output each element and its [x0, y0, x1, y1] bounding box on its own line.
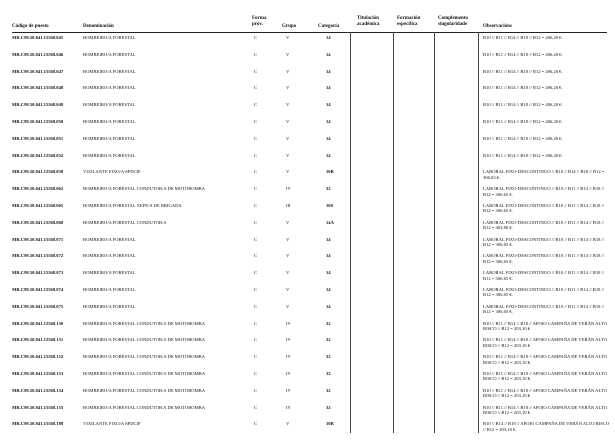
cell-code: MR.C99.50.041.15568.049: [12, 102, 64, 108]
cell-forma-prov: C: [254, 219, 258, 225]
cell-grupo: V: [286, 85, 290, 91]
cell-code: MR.C99.50.041.15568.151: [12, 337, 64, 343]
cell-denominacion: BOMBEIRO/A FORESTAL CONDUTOR/A DE MOTOBOMBA: [83, 186, 206, 192]
header-titulacion: Titulación académica: [357, 16, 380, 27]
cell-observaciones: B10 // B11 // B14 // B18 // APOIO CAMPAÑA DE VERÁN ALTO RISCO // B12 = 203,10 €.: [483, 404, 607, 415]
cell-categoria: 14: [326, 303, 331, 309]
cell-code: MR.C99.50.041.15568.046: [12, 51, 64, 57]
header-complemento: Complemento singularidade: [438, 16, 468, 27]
cell-code: MR.C99.50.041.15568.045: [12, 35, 64, 40]
cell-observaciones: B10 // B11 // B14 // B18 // APOIO CAMPAÑA DE VERÁN ALTO RISCO // B12 = 203,10 €.: [483, 337, 607, 348]
cell-categoria: 32: [326, 186, 331, 192]
cell-grupo: V: [286, 119, 290, 124]
cell-grupo: IV: [286, 337, 291, 343]
cell-categoria: 10B: [326, 421, 334, 427]
cell-grupo: III: [286, 203, 291, 208]
cell-forma-prov: C: [254, 303, 258, 309]
cell-denominacion: BOMBEIRO/A FORESTAL: [83, 35, 136, 40]
cell-code: MR.C99.50.041.15568.068: [12, 219, 64, 225]
cell-categoria: 14: [326, 68, 331, 74]
cell-categoria: 14: [326, 152, 331, 158]
cell-forma-prov: C: [254, 421, 258, 427]
cell-categoria: 14: [326, 287, 331, 292]
cell-forma-prov: C: [254, 270, 258, 276]
cell-forma-prov: C: [254, 371, 258, 376]
header-categoria: Categoría: [318, 24, 340, 29]
header-observaciones: Observacións: [483, 24, 512, 29]
cell-observaciones: B10 // B11 // B14 // B18 // APOIO CAMPAÑA DE VERÁN ALTO RISCO // B12 = 203,10 €.: [483, 354, 607, 365]
cell-observaciones: LABORAL FIXO-DESCONTINUO // B10 // B11 // B14 // B18 // B12 = 306,65 €.: [483, 186, 605, 197]
cell-forma-prov: C: [254, 320, 258, 326]
cell-code: MR.C99.50.041.15568.074: [12, 287, 64, 292]
cell-denominacion: BOMBEIRO/A FORESTAL CONDUTOR/A DE MOTOBOMBA: [83, 320, 206, 326]
cell-grupo: V: [286, 135, 290, 141]
cell-forma-prov: C: [254, 68, 258, 74]
table-row: [0, 421, 615, 441]
cell-code: MR.C99.50.041.15568.048: [12, 85, 64, 91]
cell-code: MR.C99.50.041.15568.050: [12, 119, 64, 124]
cell-observaciones: B10 // B11 // B14 // B18 // APOIO CAMPAÑA DE VERÁN ALTO RISCO // B12 = 203,10 €.: [483, 320, 607, 331]
cell-code: MR.C99.50.041.15568.065: [12, 203, 64, 208]
cell-forma-prov: C: [254, 236, 258, 242]
cell-grupo: IV: [286, 387, 291, 393]
cell-code: MR.C99.50.041.15568.058: [12, 169, 64, 175]
cell-grupo: V: [286, 102, 290, 108]
cell-categoria: 14: [326, 35, 331, 40]
cell-grupo: V: [286, 303, 290, 309]
cell-forma-prov: C: [254, 404, 258, 410]
header-forma-prov: Forma prov.: [252, 16, 267, 27]
cell-forma-prov: C: [254, 287, 258, 292]
cell-denominacion: BOMBEIRO/A FORESTAL: [83, 236, 136, 242]
cell-categoria: 14A: [326, 219, 334, 225]
cell-grupo: IV: [286, 354, 291, 360]
cell-denominacion: BOMBEIRO/A FORESTAL: [83, 152, 136, 158]
cell-categoria: 32: [326, 320, 331, 326]
cell-categoria: 14: [326, 119, 331, 124]
cell-categoria: 32: [326, 387, 331, 393]
header-grupo: Grupo: [282, 24, 297, 29]
header-denominacion: Denominación: [83, 24, 114, 29]
cell-grupo: V: [286, 169, 290, 175]
cell-grupo: IV: [286, 371, 291, 376]
cell-denominacion: VIXILANTE FIXO/A SPDCIF: [83, 169, 141, 175]
cell-grupo: V: [286, 421, 290, 427]
cell-observaciones: LABORAL FIXO-DESCONTINUO // B10 // B14 // B18 // B12 = 306,65 €.: [483, 169, 605, 180]
cell-forma-prov: C: [254, 203, 258, 208]
cell-denominacion: BOMBEIRO/A FORESTAL CONDUTOR/A DE MOTOBOMBA: [83, 371, 206, 376]
cell-grupo: V: [286, 253, 290, 259]
cell-observaciones: B10 // B11 // B14 // B18 // B12 = 406,20 €.: [483, 68, 563, 74]
cell-categoria: 32: [326, 354, 331, 360]
cell-denominacion: BOMBEIRO/A FORESTAL: [83, 253, 136, 259]
cell-code: MR.C99.50.041.15568.051: [12, 135, 64, 141]
cell-grupo: V: [286, 68, 290, 74]
cell-denominacion: BOMBEIRO/A FORESTAL: [83, 102, 136, 108]
cell-forma-prov: C: [254, 253, 258, 259]
cell-grupo: V: [286, 287, 290, 292]
cell-denominacion: BOMBEIRO/A FORESTAL: [83, 85, 136, 91]
cell-observaciones: LABORAL FIXO-DESCONTINUO // B10 // B11 // B14 // B18 // B12 = 306,65 €.: [483, 203, 605, 214]
cell-grupo: IV: [286, 404, 291, 410]
cell-denominacion: VIXILANTE FIXO/A SPDCIF: [83, 421, 141, 427]
cell-grupo: IV: [286, 186, 291, 192]
header-formacion: Formación específica: [397, 16, 421, 27]
cell-grupo: V: [286, 35, 290, 40]
cell-observaciones: LABORAL FIXO-DESCONTINUO // B10 // B11 // B14 // B18 // B12 = 306,65 €.: [483, 303, 605, 315]
cell-code: MR.C99.50.041.15568.072: [12, 253, 64, 259]
cell-observaciones: B10 // B11 // B14 // B18 // B12 = 406,20 €.: [483, 102, 563, 108]
cell-code: MR.C99.50.041.15568.154: [12, 387, 64, 393]
cell-categoria: 100: [326, 203, 333, 208]
cell-forma-prov: C: [254, 119, 258, 124]
cell-denominacion: BOMBEIRO/A FORESTAL: [83, 303, 136, 309]
cell-denominacion: BOMBEIRO/A FORESTAL XEFE/A DE BRIGADA: [83, 203, 182, 208]
cell-forma-prov: C: [254, 51, 258, 57]
cell-code: MR.C99.50.041.15568.150: [12, 320, 64, 326]
cell-denominacion: BOMBEIRO/A FORESTAL: [83, 287, 136, 292]
cell-forma-prov: C: [254, 169, 258, 175]
cell-code: MR.C99.50.041.15568.062: [12, 186, 64, 192]
cell-grupo: V: [286, 219, 290, 225]
cell-code: MR.C99.50.041.15568.047: [12, 68, 64, 74]
cell-observaciones: B10 // B11 // B14 // B18 // B12 = 406,20 €.: [483, 35, 563, 40]
cell-denominacion: BOMBEIRO/A FORESTAL: [83, 119, 136, 124]
cell-observaciones: B10 // B14 // B18 // APOIO CAMPAÑA DE VERÁN ALTO RISCO // B12 = 203,10 €.: [483, 421, 610, 432]
header-codigo: Código de puesto: [12, 24, 49, 29]
cell-forma-prov: C: [254, 35, 258, 40]
cell-observaciones: LABORAL FIXO-DESCONTINUO // B10 // B11 // B14 // B18 // B12 = 306,65 €.: [483, 236, 605, 247]
cell-categoria: 14: [326, 270, 331, 276]
cell-categoria: 10B: [326, 169, 334, 175]
cell-observaciones: B10 // B11 // B14 // B18 // B12 = 406,20 €.: [483, 85, 563, 91]
cell-forma-prov: C: [254, 354, 258, 360]
header-rule: [12, 32, 607, 33]
cell-observaciones: LABORAL FIXO-DESCONTINUO // B10 // B11 // B14 // B18 // B12 = 306,65 €.: [483, 253, 605, 264]
cell-denominacion: BOMBEIRO/A FORESTAL CONDUTOR/A DE MOTOBOMBA: [83, 387, 206, 393]
cell-code: MR.C99.50.041.15568.153: [12, 371, 64, 376]
cell-denominacion: BOMBEIRO/A FORESTAL CONDUTOR/A DE MOTOBOMBA: [83, 404, 206, 410]
cell-denominacion: BOMBEIRO/A FORESTAL CONDUTOR/A DE MOTOBOMBA: [83, 337, 206, 343]
cell-denominacion: BOMBEIRO/A FORESTAL: [83, 270, 136, 276]
cell-observaciones: B10 // B11 // B14 // B18 // APOIO CAMPAÑA DE VERÁN ALTO RISCO // B12 = 203,10 €.: [483, 387, 607, 399]
cell-grupo: V: [286, 51, 290, 57]
cell-denominacion: BOMBEIRO/A FORESTAL: [83, 68, 136, 74]
cell-code: MR.C99.50.041.15568.071: [12, 236, 64, 242]
cell-observaciones: B10 // B11 // B14 // B18 // B12 = 406,20 €.: [483, 119, 563, 124]
cell-denominacion: BOMBEIRO/A FORESTAL: [83, 51, 136, 57]
cell-observaciones: LABORAL FIXO-DESCONTINUO // B10 // B11 // B14 // B18 // B12 = 463,80 €.: [483, 219, 605, 231]
cell-observaciones: B10 // B11 // B14 // B18 // B12 = 406,20 €.: [483, 135, 563, 141]
cell-forma-prov: C: [254, 337, 258, 343]
cell-forma-prov: C: [254, 85, 258, 91]
cell-denominacion: BOMBEIRO/A FORESTAL CONDUTOR/A DE MOTOBOMBA: [83, 354, 206, 360]
cell-observaciones: B10 // B11 // B14 // B18 // B12 = 406,20 €.: [483, 51, 563, 57]
cell-observaciones: B10 // B11 // B14 // B18 // APOIO CAMPAÑA DE VERÁN ALTO RISCO // B12 = 203,10 €.: [483, 371, 607, 382]
cell-code: MR.C99.50.041.15568.073: [12, 270, 64, 276]
cell-categoria: 32: [326, 404, 331, 410]
cell-categoria: 14: [326, 102, 331, 108]
cell-code: MR.C99.50.041.15568.152: [12, 354, 64, 360]
cell-forma-prov: C: [254, 102, 258, 108]
cell-forma-prov: C: [254, 186, 258, 192]
cell-forma-prov: C: [254, 387, 258, 393]
cell-categoria: 14: [326, 135, 331, 141]
cell-forma-prov: C: [254, 135, 258, 141]
cell-categoria: 32: [326, 371, 331, 376]
cell-forma-prov: C: [254, 152, 258, 158]
cell-observaciones: B10 // B11 // B14 // B18 // B12 = 406,20 €.: [483, 152, 563, 158]
cell-code: MR.C99.50.041.15568.052: [12, 152, 64, 158]
cell-categoria: 32: [326, 337, 331, 343]
cell-categoria: 14: [326, 236, 331, 242]
cell-code: MR.C99.50.041.15568.188: [12, 421, 64, 427]
cell-grupo: IV: [286, 320, 291, 326]
cell-observaciones: LABORAL FIXO-DESCONTINUO // B10 // B11 // B14 // B18 // B12 = 306,65 €.: [483, 270, 605, 281]
cell-categoria: 14: [326, 51, 331, 57]
cell-observaciones: LABORAL FIXO-DESCONTINUO // B10 // B11 // B14 // B18 // B12 = 306,65 €.: [483, 287, 605, 298]
cell-categoria: 14: [326, 253, 331, 259]
cell-code: MR.C99.50.041.15568.075: [12, 303, 64, 309]
cell-grupo: V: [286, 270, 290, 276]
cell-categoria: 14: [326, 85, 331, 91]
cell-grupo: V: [286, 152, 290, 158]
cell-denominacion: BOMBEIRO/A FORESTAL CONDUTOR/A: [83, 219, 167, 225]
cell-denominacion: BOMBEIRO/A FORESTAL: [83, 135, 136, 141]
cell-grupo: V: [286, 236, 290, 242]
cell-code: MR.C99.50.041.15568.155: [12, 404, 64, 410]
